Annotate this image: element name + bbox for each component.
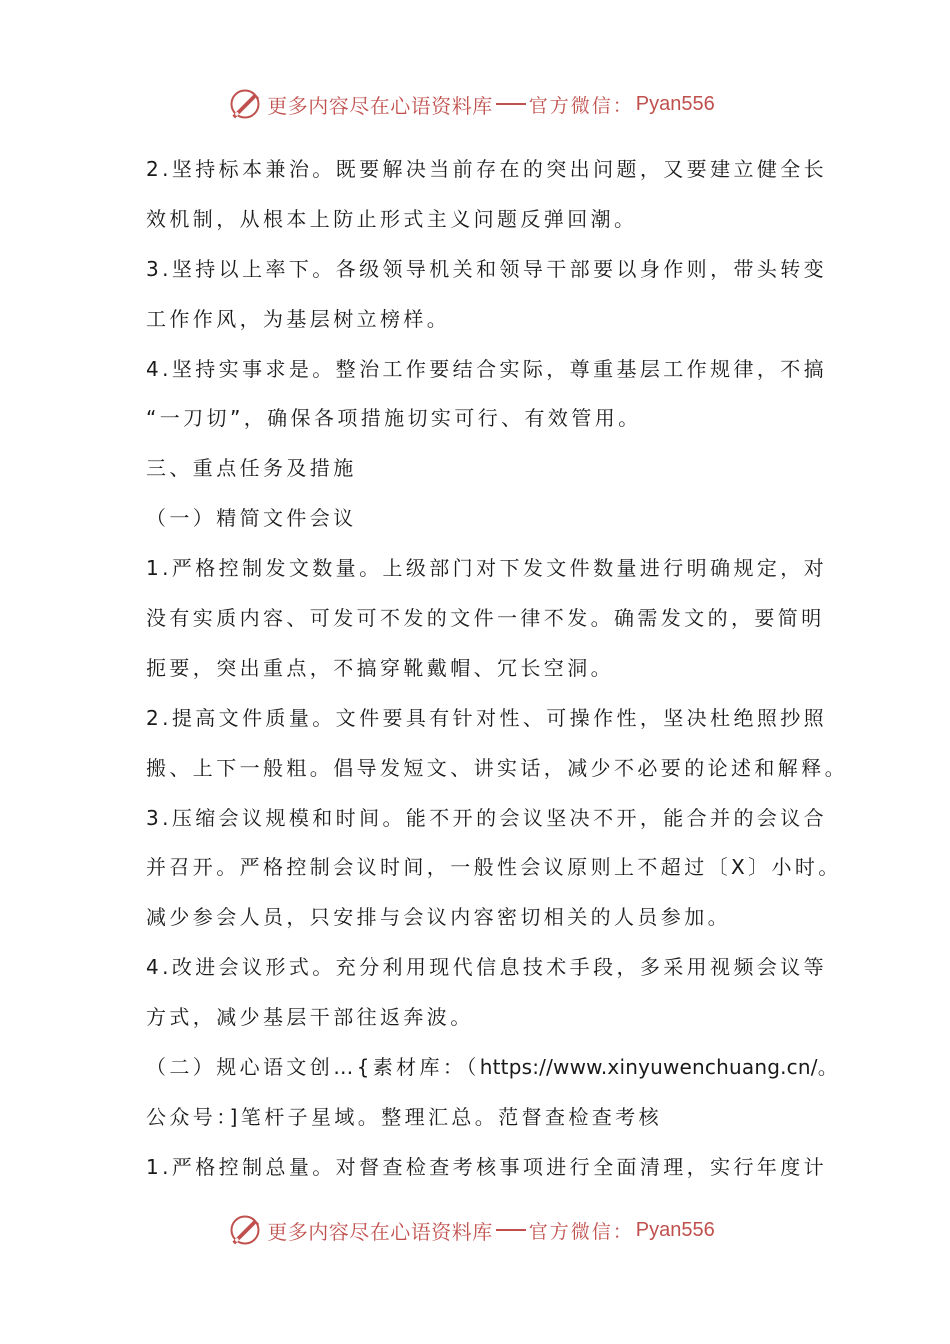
text-line: 效机制，从根本上防止形式主义问题反弹回潮。	[146, 206, 638, 231]
footer-wechat-id: Pyan556	[635, 1218, 715, 1241]
text-line: 搬、上下一般粗。倡导发短文、讲实话，减少不必要的论述和解释。	[146, 755, 848, 780]
text-line: 并召开。严格控制会议时间，一般性会议原则上不超过〔X〕小时。	[146, 855, 842, 880]
website-url: https://www.xinyuwenchuang.cn/	[479, 1055, 818, 1080]
header-main-text: 更多内容尽在心语资料库	[267, 93, 493, 118]
footer-watermark	[0, 1210, 950, 1250]
footer-wechat-label: 官方微信：	[528, 1220, 634, 1243]
text-line: 方式，减少基层干部往返奔波。	[146, 1005, 474, 1030]
text-line: 4.坚持实事求是。整治工作要结合实际，尊重基层工作规律，不搞	[146, 356, 828, 381]
header-wechat-id: Pyan556	[635, 92, 715, 115]
footer-main-text: 更多内容尽在心语资料库	[267, 1219, 493, 1244]
mixed-line-prefix: （二）规心语文创…{素材库：（	[146, 1055, 480, 1080]
document-body	[146, 145, 848, 1193]
text-line: 减少参会人员，只安排与会议内容密切相关的人员参加。	[146, 905, 731, 930]
header-wechat-label: 官方微信：	[528, 94, 634, 117]
footer-dash	[496, 1229, 526, 1231]
text-line: 扼要，突出重点，不搞穿靴戴帽、冗长空洞。	[146, 655, 614, 680]
header-dash	[496, 103, 526, 105]
text-line: 工作作风，为基层树立榜样。	[146, 306, 451, 331]
text-line: 1.严格控制总量。对督查检查考核事项进行全面清理，实行年度计	[146, 1154, 828, 1179]
text-line: 4.改进会议形式。充分利用现代信息技术手段，多采用视频会议等	[146, 955, 828, 980]
text-line: 没有实质内容、可发可不发的文件一律不发。确需发文的，要简明	[146, 606, 825, 631]
subsection-heading: （一）精简文件会议	[146, 506, 357, 531]
header-watermark	[0, 84, 950, 124]
text-line: 1.严格控制发文数量。上级部门对下发文件数量进行明确规定，对	[146, 556, 828, 581]
section-heading: 三、重点任务及措施	[146, 456, 357, 481]
text-line: 2.坚持标本兼治。既要解决当前存在的突出问题，又要建立健全长	[146, 157, 828, 181]
text-line: 3.坚持以上率下。各级领导机关和领导干部要以身作则，带头转变	[146, 256, 828, 281]
text-line: 3.压缩会议规模和时间。能不开的会议坚决不开，能合并的会议合	[146, 805, 828, 830]
text-line: 公众号：]笔杆子星域。整理汇总。范督查检查考核	[146, 1104, 663, 1129]
text-line: 2.提高文件质量。文件要具有针对性、可操作性，坚决杜绝照抄照	[146, 705, 828, 730]
text-line: “一刀切”，确保各项措施切实可行、有效管用。	[146, 406, 642, 431]
mixed-line-suffix: 。	[817, 1055, 842, 1080]
pen-logo-icon	[227, 86, 263, 122]
pen-logo-icon	[227, 1212, 263, 1248]
mixed-url-line	[146, 1043, 842, 1093]
